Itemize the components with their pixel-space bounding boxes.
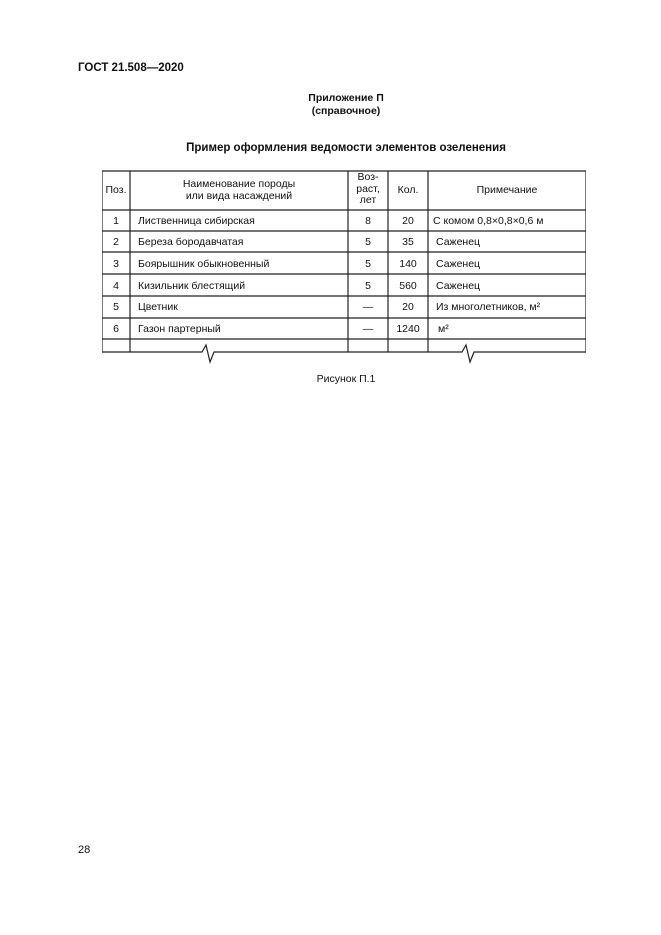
row1-name: Лиственница сибирская: [138, 215, 255, 227]
row6-pos: 6: [113, 323, 119, 335]
table-title: Пример оформления ведомости элементов озеленения: [186, 142, 506, 154]
figure-caption: Рисунок П.1: [316, 373, 376, 385]
row3-qty: 140: [399, 258, 417, 270]
row2-qty: 35: [402, 236, 414, 248]
row6-note: м²: [438, 323, 449, 335]
row3-pos: 3: [113, 258, 119, 270]
document-code: ГОСТ 21.508—2020: [78, 62, 184, 74]
row1-note: С комом 0,8×0,8×0,6 м: [433, 215, 544, 227]
row1-age: 8: [365, 215, 371, 227]
row2-note: Саженец: [436, 236, 481, 248]
row6-qty: 1240: [396, 323, 420, 335]
header-note: Примечание: [476, 184, 538, 196]
page-number: 28: [78, 844, 91, 856]
row3-name: Боярышник обыкновенный: [138, 258, 270, 270]
row2-name: Береза бородавчатая: [138, 236, 244, 248]
row1-pos: 1: [113, 215, 119, 227]
header-name-line1: Наименование породы: [182, 178, 296, 190]
row5-qty: 20: [402, 301, 414, 313]
row5-pos: 5: [113, 301, 119, 313]
header-age: [348, 172, 388, 207]
row4-name: Кизильник блестящий: [138, 280, 246, 292]
row2-age: 5: [365, 236, 371, 248]
appendix-heading: [0, 92, 661, 118]
header-name-line2: или вида насаждений: [185, 190, 293, 202]
appendix-note: (справочное): [311, 105, 381, 117]
row1-qty: 20: [402, 215, 414, 227]
row4-pos: 4: [113, 280, 119, 292]
row5-name: Цветник: [138, 301, 178, 313]
header-pos: Поз.: [105, 184, 127, 196]
header-name: [130, 178, 348, 202]
header-qty: Кол.: [397, 184, 419, 196]
appendix-title: Приложение П: [308, 92, 384, 104]
header-age-line2: раст,: [356, 182, 380, 195]
row3-age: 5: [365, 258, 371, 270]
row3-note: Саженец: [436, 258, 481, 270]
header-age-line3: лет: [359, 194, 377, 206]
row5-age: —: [362, 301, 374, 313]
row4-qty: 560: [399, 280, 417, 292]
greenery-table: [102, 170, 586, 370]
header-age-line1: Воз-: [357, 171, 379, 183]
row4-note: Саженец: [436, 280, 481, 292]
row6-name: Газон партерный: [138, 323, 221, 335]
row4-age: 5: [365, 280, 371, 292]
row5-note: Из многолетников, м²: [436, 301, 541, 313]
row2-pos: 2: [113, 236, 119, 248]
row6-age: —: [362, 323, 374, 335]
